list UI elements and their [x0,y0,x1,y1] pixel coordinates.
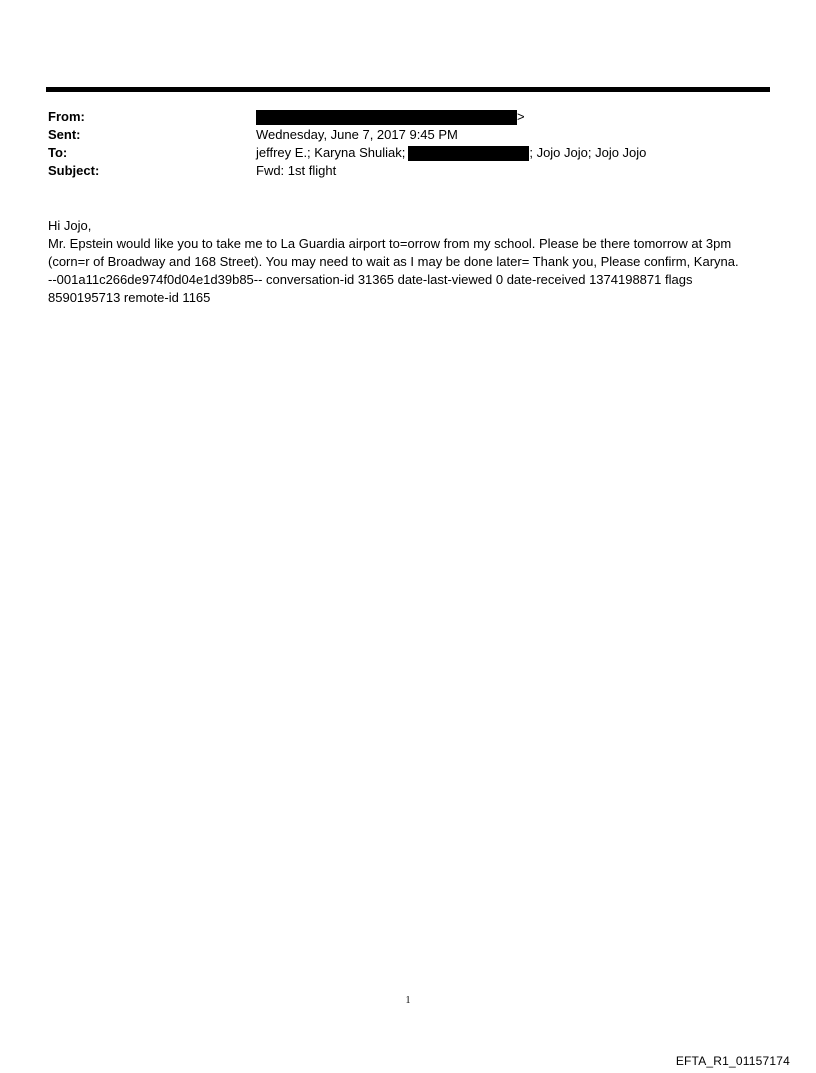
header-divider-rule [46,87,770,92]
redaction-block [408,146,529,161]
to-value-suffix: ; Jojo Jojo; Jojo Jojo [529,145,647,160]
to-value [256,144,646,162]
body-line: Hi Jojo, [48,218,92,233]
subject-value: Fwd: 1st flight [256,163,337,178]
from-label: From: [48,109,85,124]
email-header [48,108,768,180]
subject-row [48,162,768,180]
from-row [48,108,768,126]
document-id: EFTA_R1_01157174 [675,1054,790,1068]
page-number: 1 [405,995,411,1006]
body-line: (corn=r of Broadway and 168 Street). You may need to wait as I may be done later= Thank you, Please confirm, Karyna. [48,254,739,269]
redaction-block [256,110,517,125]
from-value [256,108,525,126]
sent-row [48,126,768,144]
to-value-prefix: jeffrey E.; Karyna Shuliak; [256,145,406,160]
from-value-suffix: > [517,109,525,124]
body-line: 8590195713 remote-id 1165 [48,290,211,305]
sent-value: Wednesday, June 7, 2017 9:45 PM [256,127,458,142]
body-line: Mr. Epstein would like you to take me to La Guardia airport to=orrow from my school. Please be there tomorrow at 3pm [48,236,732,251]
body-line: --001a11c266de974f0d04e1d39b85-- conversation-id 31365 date-last-viewed 0 date-received 1374198871 flags [48,272,693,287]
email-body [48,217,778,307]
subject-label: Subject: [48,163,100,178]
sent-label: Sent: [48,127,81,142]
to-label: To: [48,145,68,160]
to-row [48,144,768,162]
